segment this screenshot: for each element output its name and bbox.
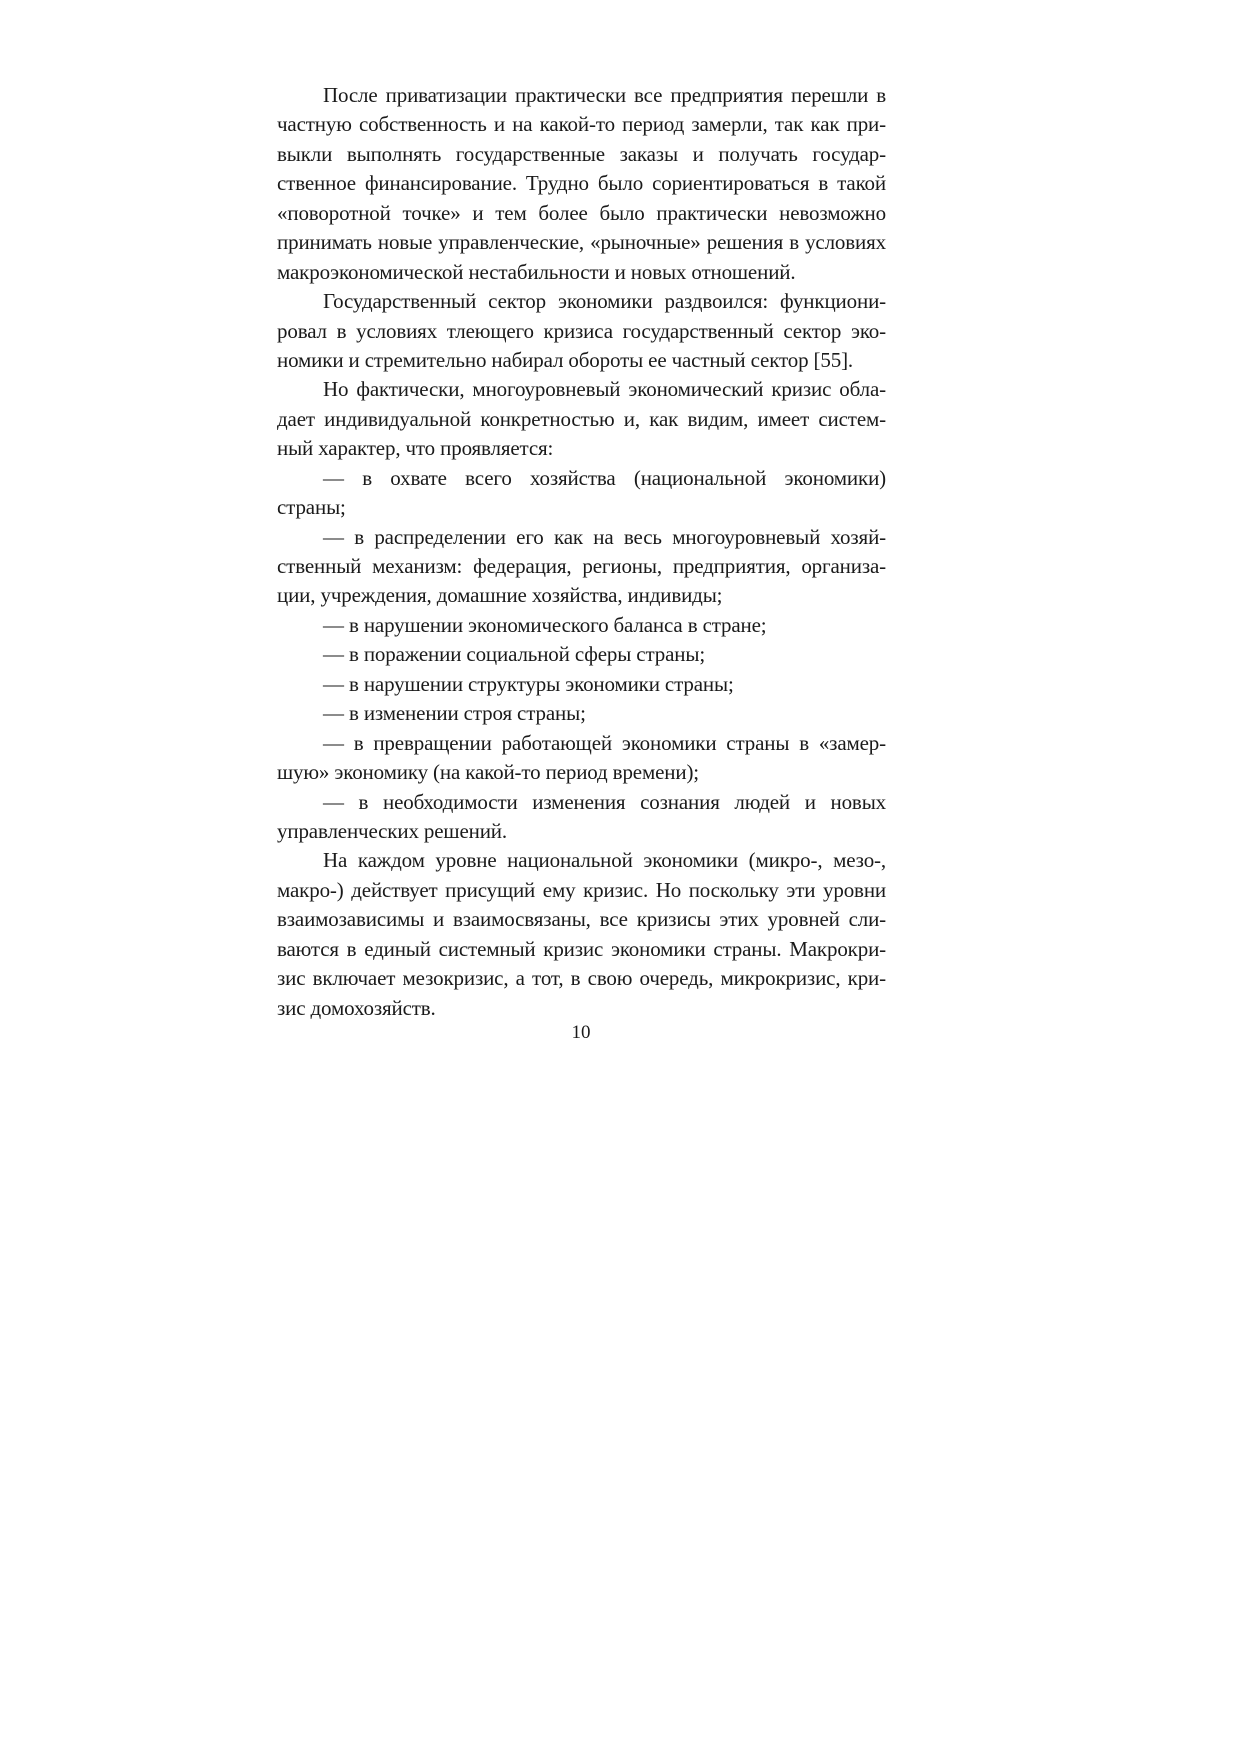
text-line: — в необходимости изменения сознания людей и новых	[323, 789, 886, 814]
text-line: Но фактически, многоуровневый экономический кризис обла-	[323, 377, 886, 402]
paragraph	[277, 464, 886, 523]
paragraph	[277, 287, 886, 375]
text-line: номики и стремительно набирал обороты ее частный сектор [55].	[277, 347, 854, 372]
paragraph	[277, 523, 886, 611]
text-line: взаимозависимы и взаимосвязаны, все кризисы этих уровней сли-	[277, 907, 886, 932]
paragraph	[277, 611, 886, 640]
paragraph	[277, 640, 886, 669]
text-line: ственное финансирование. Трудно было сориентироваться в такой	[277, 171, 886, 196]
text-line: принимать новые управленческие, «рыночные» решения в условиях	[277, 230, 886, 255]
paragraph	[277, 670, 886, 699]
page-number: 10	[571, 1022, 591, 1043]
text-line: макроэкономической нестабильности и новых отношений.	[277, 259, 796, 284]
text-line: — в распределении его как на весь многоуровневый хозяй-	[323, 524, 886, 549]
text-line: зис домохозяйств.	[277, 995, 436, 1020]
paragraph	[277, 729, 886, 788]
text-line: макро-) действует присущий ему кризис. Но поскольку эти уровни	[277, 877, 886, 902]
text-line: зис включает мезокризис, а тот, в свою очередь, микрокризис, кри-	[277, 966, 886, 991]
text-line: управленческих решений.	[277, 818, 507, 843]
text-line: Государственный сектор экономики раздвоился: функциони-	[323, 289, 886, 314]
text-line: ваются в единый системный кризис экономики страны. Макрокри-	[277, 936, 886, 961]
paragraph	[277, 699, 886, 728]
paragraph	[277, 788, 886, 847]
text-line: частную собственность и на какой-то период замерли, так как при-	[277, 112, 886, 137]
text-line: После приватизации практически все предприятия перешли в	[323, 83, 886, 107]
text-line: — в нарушении экономического баланса в стране;	[323, 612, 767, 637]
text-line: ственный механизм: федерация, регионы, предприятия, организа-	[277, 554, 886, 578]
text-line: — в поражении социальной сферы страны;	[323, 642, 706, 667]
paragraph	[277, 81, 886, 287]
text-line: — в нарушении структуры экономики страны;	[323, 671, 734, 696]
text-line: «поворотной точке» и тем более было практически невозможно	[277, 200, 886, 225]
page-body	[277, 81, 886, 1023]
text-line: — в превращении работающей экономики страны в «замер-	[323, 730, 886, 755]
paragraph	[277, 846, 886, 1023]
text-line: страны;	[277, 495, 346, 520]
text-line: выкли выполнять государственные заказы и получать государ-	[277, 141, 886, 166]
text-line: ный характер, что проявляется:	[277, 436, 554, 461]
text-line: дает индивидуальной конкретностью и, как видим, имеет систем-	[277, 406, 886, 431]
text-line: шую» экономику (на какой-то период времени);	[277, 760, 699, 785]
text-line: — в охвате всего хозяйства (национальной экономики)	[323, 465, 886, 490]
text-line: ции, учреждения, домашние хозяйства, индивиды;	[277, 583, 723, 608]
paragraph	[277, 375, 886, 463]
text-line: На каждом уровне национальной экономики (микро-, мезо-,	[323, 848, 886, 873]
text-line: ровал в условиях тлеющего кризиса государственный сектор эко-	[277, 318, 886, 343]
text-line: — в изменении строя страны;	[323, 701, 586, 726]
